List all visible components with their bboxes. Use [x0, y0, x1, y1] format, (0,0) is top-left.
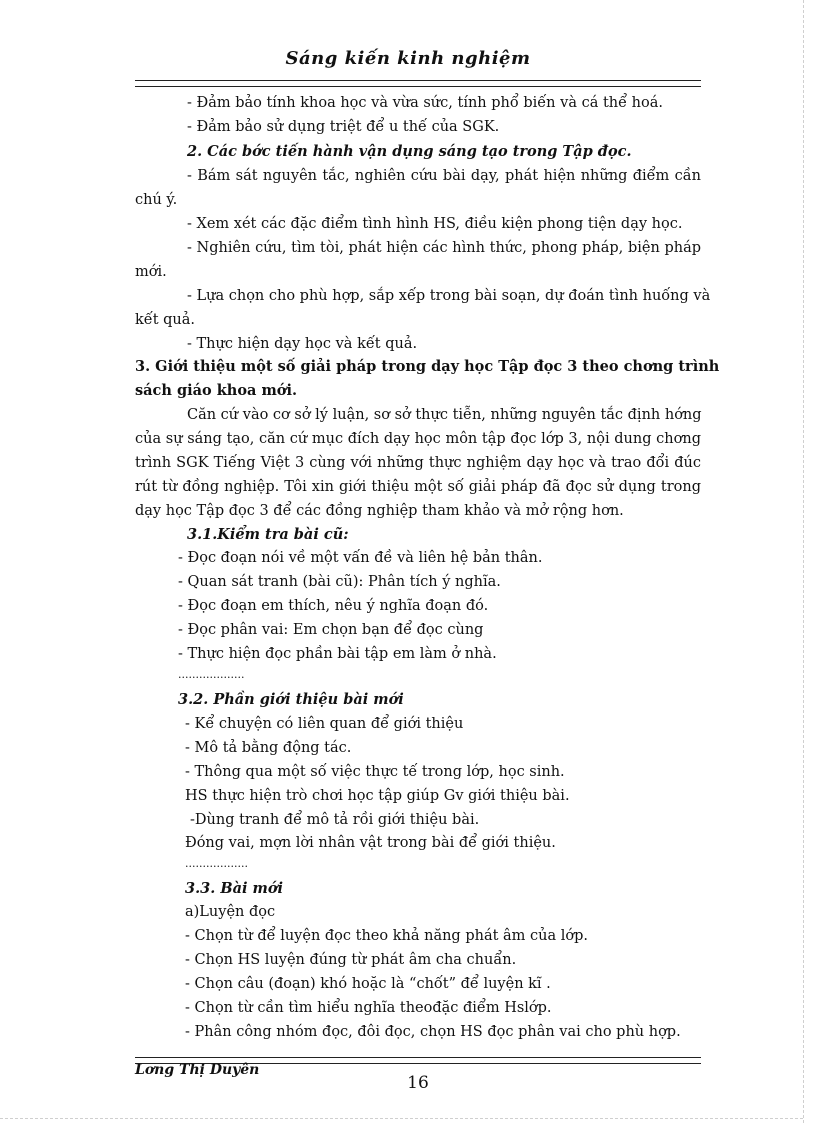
- page-edge-right: [803, 0, 804, 1123]
- text-line: trình SGK Tiếng Việt 3 cùng với những thực nghiệm dạy học và trao đổi đúc: [135, 455, 701, 471]
- page-number: 16: [407, 1073, 429, 1093]
- section-heading: 3. Giới thiệu một số giải pháp trong dạy học Tập đọc 3 theo chơng trình: [135, 358, 720, 375]
- list-item: - Kể chuyện có liên quan để giới thiệu: [185, 716, 464, 732]
- text-line: - Đảm bảo sử dụng triệt để u thế của SGK.: [187, 119, 500, 135]
- list-item: HS thực hiện trò chơi học tập giúp Gv giới thiệu bài.: [185, 788, 570, 804]
- list-item: - Đọc phân vai: Em chọn bạn để đọc cùng: [178, 622, 484, 638]
- list-item: - Mô tả bằng động tác.: [185, 740, 352, 756]
- section-heading: sách giáo khoa mới.: [135, 382, 298, 399]
- text-line: kết quả.: [135, 312, 196, 328]
- text-line: - Nghiên cứu, tìm tòi, phát hiện các hình thức, phong pháp, biện pháp: [187, 240, 701, 256]
- list-item: - Thông qua một số việc thực tế trong lớp, học sinh.: [185, 764, 565, 780]
- subsection-heading: 3.3. Bài mới: [185, 880, 284, 897]
- text-line: chú ý.: [135, 192, 178, 208]
- text-line: Căn cứ vào cơ sở lý luận, sơ sở thực tiễn, những nguyên tắc định hớng: [187, 407, 702, 423]
- ellipsis-line: ..................: [185, 857, 248, 870]
- list-item: Đóng vai, mợn lời nhân vật trong bài để giới thiệu.: [185, 835, 556, 851]
- page-edge-bottom: [0, 1118, 803, 1119]
- text-line: rút từ đồng nghiệp. Tôi xin giới thiệu một số giải pháp đã đọc sử dụng trong: [135, 479, 701, 495]
- list-item: - Phân công nhóm đọc, đôi đọc, chọn HS đọc phân vai cho phù hợp.: [185, 1024, 681, 1040]
- subsection-heading: 3.1.Kiểm tra bài cũ:: [187, 526, 349, 543]
- ellipsis-line: ...................: [178, 668, 245, 681]
- header-title: Sáng kiến kinh nghiệm: [285, 48, 531, 69]
- text-line: - Xem xét các đặc điểm tình hình HS, điều kiện phong tiện dạy học.: [187, 216, 683, 232]
- footer-author: Lơng Thị Duyên: [135, 1062, 260, 1078]
- list-item: - Chọn từ cần tìm hiểu nghĩa theođặc điểm Hslớp.: [185, 1000, 552, 1016]
- text-line: - Đảm bảo tính khoa học và vừa sức, tính phổ biến và cá thể hoá.: [187, 95, 663, 111]
- list-item: - Chọn HS luyện đúng từ phát âm cha chuẩn.: [185, 952, 517, 968]
- text-line: - Bám sát nguyên tắc, nghiên cứu bài dạy, phát hiện những điểm cần: [187, 168, 701, 184]
- list-item: - Chọn từ để luyện đọc theo khả năng phát âm của lớp.: [185, 928, 588, 944]
- section-heading: 2. Các bớc tiến hành vận dụng sáng tạo trong Tập đọc.: [187, 143, 632, 160]
- text-line: mới.: [135, 264, 167, 280]
- subsection-heading: 3.2. Phần giới thiệu bài mới: [178, 691, 404, 708]
- text-line: dạy học Tập đọc 3 để các đồng nghiệp tham khảo và mở rộng hơn.: [135, 503, 624, 519]
- list-item: - Quan sát tranh (bài cũ): Phân tích ý nghĩa.: [178, 574, 501, 590]
- list-item: -Dùng tranh để mô tả rồi giới thiệu bài.: [190, 812, 480, 828]
- text-line: của sự sáng tạo, căn cứ mục đích dạy học môn tập đọc lớp 3, nội dung chơng: [135, 431, 701, 447]
- sub-heading: a)Luyện đọc: [185, 904, 276, 920]
- header-rule: [135, 80, 701, 87]
- list-item: - Đọc đoạn nói về một vấn đề và liên hệ bản thân.: [178, 550, 543, 566]
- list-item: - Đọc đoạn em thích, nêu ý nghĩa đoạn đó.: [178, 598, 489, 614]
- text-line: - Thực hiện dạy học và kết quả.: [187, 336, 418, 352]
- text-line: - Lựa chọn cho phù hợp, sắp xếp trong bài soạn, dự đoán tình huống và: [187, 288, 711, 304]
- list-item: - Thực hiện đọc phần bài tập em làm ở nhà.: [178, 646, 497, 662]
- list-item: - Chọn câu (đoạn) khó hoặc là “chốt” để luyện kĩ .: [185, 976, 551, 992]
